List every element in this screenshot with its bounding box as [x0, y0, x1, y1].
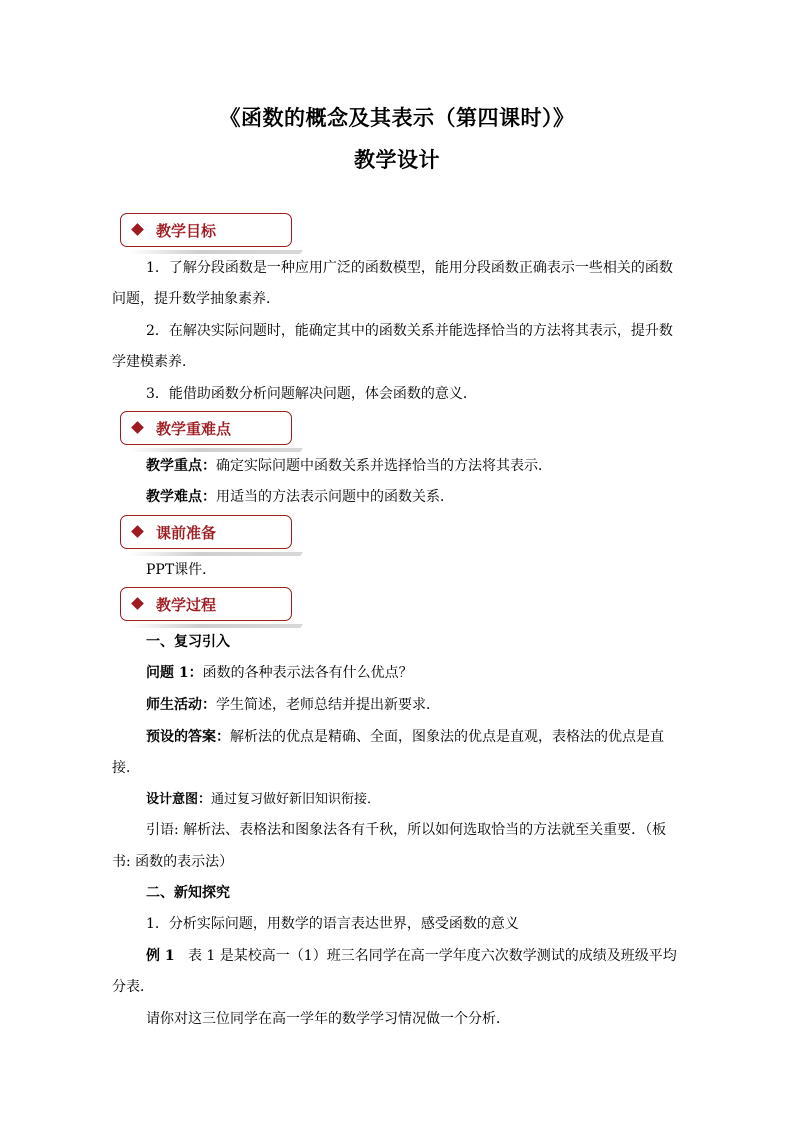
document-title: 《函数的概念及其表示（第四课时）》 [219, 105, 575, 130]
question-1-text: 函数的各种表示法各有什么优点？ [202, 665, 413, 681]
design-intent [112, 789, 686, 810]
objective-item-1-line-2: 问题，提升数学抽象素养． [112, 291, 280, 307]
teacher-student-activity [112, 695, 686, 716]
objective-item-2-line-2: 学建模素养． [112, 354, 196, 370]
design-intent-label: 设计意图： [146, 792, 212, 807]
question-1-label: 问题 1： [146, 665, 203, 681]
preset-answer-line-2: 接． [112, 760, 140, 776]
section-header-shadow [128, 250, 303, 254]
preset-answer-line-1 [112, 727, 686, 748]
diamond-icon [131, 525, 144, 538]
objective-item-3: 3．能借助函数分析问题解决问题，体会函数的意义． [146, 386, 477, 402]
section-header-preparation [120, 515, 292, 549]
design-intent-text: 通过复习做好新旧知识衔接． [211, 792, 381, 807]
teaching-focus-text: 确定实际问题中函数关系并选择恰当的方法将其表示． [216, 458, 552, 474]
objective-item-2-line-1: 2．在解决实际问题时，能确定其中的函数关系并能选择恰当的方法将其表示，提升数 [146, 323, 673, 339]
section-header-shadow [128, 624, 303, 628]
part-2-heading: 二、新知探究 [146, 885, 230, 901]
example-1-line-1 [112, 946, 686, 967]
section-header-shadow [128, 448, 303, 452]
quote-line-2: 书: 函数的表示法） [112, 854, 234, 870]
section-header-objectives [120, 213, 292, 247]
example-1-label: 例 1 [146, 948, 175, 964]
example-1-text: 表 1 是某校高一（1）班三名同学在高一学年度六次数学测试的成绩及班级平均 [187, 948, 677, 964]
preset-answer-label: 预设的答案： [146, 729, 230, 745]
part-1-heading: 一、复习引入 [146, 634, 230, 650]
activity-text: 学生简述，老师总结并提出新要求． [216, 697, 440, 713]
quote-line-1: 引语: 解析法、表格法和图象法各有千秋，所以如何选取恰当的方法就至关重要．（板 [146, 822, 667, 838]
document-subtitle: 教学设计 [354, 147, 440, 172]
diamond-icon [131, 597, 144, 610]
section-label: 教学重难点 [156, 420, 232, 438]
teaching-difficulty-label: 教学难点： [146, 489, 216, 505]
question-1 [112, 663, 686, 684]
section-header-shadow [128, 552, 303, 556]
teaching-difficulty [112, 487, 686, 508]
subsection-1-heading: 1．分析实际问题，用数学的语言表达世界，感受函数的意义 [146, 916, 519, 932]
teaching-focus-label: 教学重点： [146, 458, 216, 474]
section-label: 教学目标 [156, 222, 217, 240]
teaching-focus [112, 456, 686, 477]
section-label: 课前准备 [156, 524, 217, 542]
objective-item-1-line-1: 1．了解分段函数是一种应用广泛的函数模型，能用分段函数正确表示一些相关的函数 [146, 260, 673, 276]
example-1-line-2: 分表． [112, 979, 154, 995]
analysis-request: 请你对这三位同学在高一学年的数学学习情况做一个分析． [146, 1011, 510, 1027]
diamond-icon [131, 223, 144, 236]
activity-label: 师生活动： [146, 697, 216, 713]
preset-answer-text: 解析法的优点是精确、全面，图象法的优点是直观，表格法的优点是直 [230, 729, 664, 745]
preparation-text: PPT课件． [146, 562, 217, 578]
diamond-icon [131, 421, 144, 434]
section-header-process [120, 587, 292, 621]
section-header-keypoints [120, 411, 292, 445]
section-label: 教学过程 [156, 596, 217, 614]
teaching-difficulty-text: 用适当的方法表示问题中的函数关系． [216, 489, 454, 505]
